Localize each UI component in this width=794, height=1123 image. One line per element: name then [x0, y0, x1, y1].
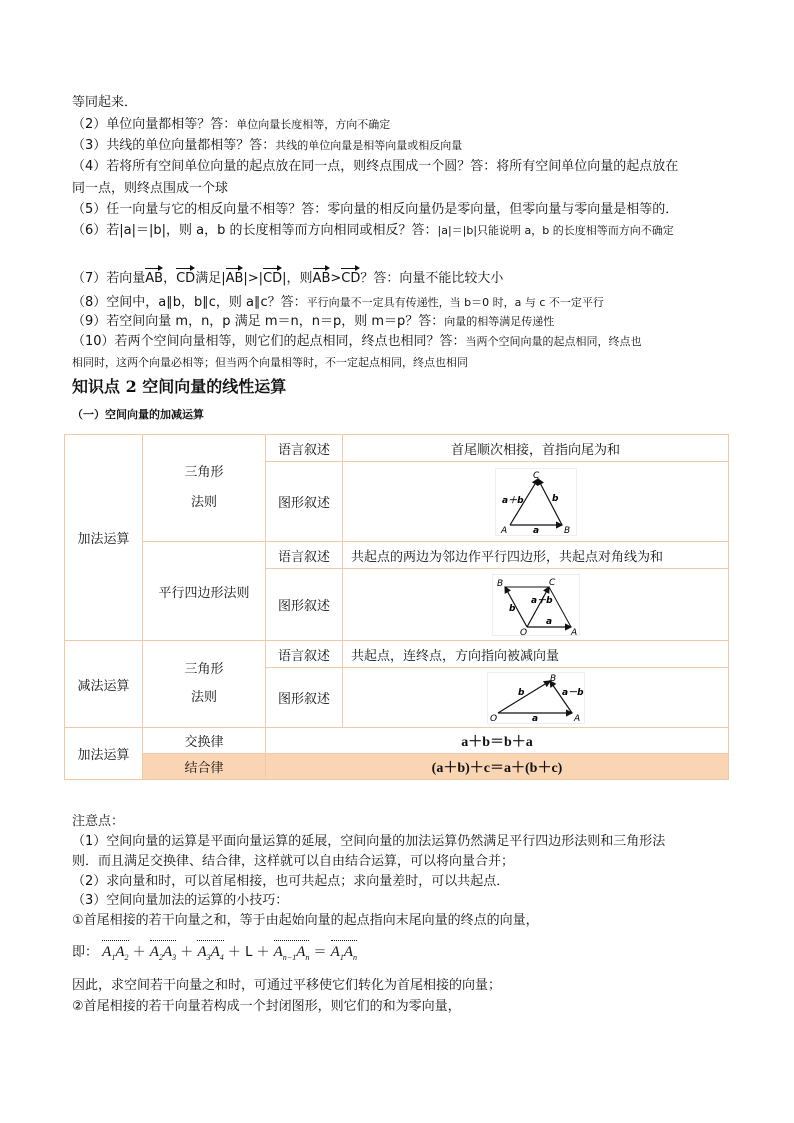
addition-law-cell: 加法运算 [65, 728, 143, 780]
text-line: （5）任一向量与它的相反向量不相等？答：零向量的相反向量仍是零向量，但零向量与零向量是相等的． [72, 202, 679, 217]
q7-text: |，则 [282, 271, 313, 286]
answer: 单位向量长度相等，方向不确定 [236, 118, 391, 131]
q7-gt: > [330, 271, 342, 286]
label-o: O [489, 713, 497, 724]
label-o: O [519, 627, 527, 636]
note-4: ①首尾相接的若干向量之和，等于由起始向量的起点指向末尾向量的终点的向量， [72, 913, 539, 928]
label-vec-sum: a＋b [501, 495, 524, 506]
label-a: A [573, 713, 580, 724]
label-vec-a: a [531, 713, 538, 724]
vec-an1an: $A_{n-1}A_n$ [273, 944, 310, 962]
plus: ＋ [180, 945, 194, 960]
label-b: B [549, 673, 556, 684]
text-line [72, 313, 554, 331]
label-vec-diff: a－b [561, 687, 584, 698]
text-line: 同一点，则终点围成一个球 [72, 181, 229, 196]
lang-desc-label: 语言叙述 [266, 641, 343, 668]
label-vec-b: b [551, 493, 558, 504]
section-heading: 知识点 2 空间向量的线性运算 [72, 377, 287, 396]
label-c: C [548, 577, 555, 588]
parallelogram-rule-text: 共起点的两边为邻边作平行四边形，共起点对角线为和 [343, 542, 729, 569]
question: （8）空间中，a∥b，b∥c，则 a∥c？答： [72, 295, 307, 310]
label-vec-a: a [545, 616, 552, 627]
vec-a3a4: $A_3A_4$ [197, 944, 224, 962]
note-1a: （1）空间向量的运算是平面向量运算的延展，空间向量的加法运算仍然满足平行四边形法则和三角形法 [72, 834, 666, 849]
rule-suffix: 法则 [190, 495, 217, 510]
commutative-cell: 交换律 [143, 728, 266, 754]
subtraction-figure [487, 672, 585, 724]
label-vec-sum: a＋b [530, 595, 553, 606]
formula-prefix: 即： [72, 945, 99, 960]
notes-title: 注意点： [72, 814, 125, 829]
note-6: ②首尾相接的若干向量若构成一个封闭图形，则它们的和为零向量， [72, 999, 461, 1014]
vector-sum-formula [72, 941, 357, 962]
note-5: 因此，求空间若干向量之和时，可通过平移使它们转化为首尾相接的向量； [72, 978, 502, 993]
vec-a1a2: $A_1A_2$ [102, 944, 129, 962]
label-c: C [532, 470, 539, 481]
text-line [72, 137, 462, 155]
note-2: （2）求向量和时，可以首尾相接，也可共起点；求向量差时，可以共起点． [72, 874, 510, 889]
parallelogram-figure-cell [343, 569, 729, 641]
plus: ＋ [132, 945, 146, 960]
q7-text: |>| [243, 271, 264, 286]
triangle-figure-cell [343, 462, 729, 542]
triangle-addition-figure [495, 468, 577, 536]
question: （3）共线的单位向量都相等？答： [72, 138, 276, 153]
rule-name: 三角形 [184, 662, 224, 677]
addition-cell: 加法运算 [65, 435, 143, 641]
subtraction-figure-cell [343, 668, 729, 728]
q7-answer: ？答：向量不能比较大小 [360, 271, 504, 286]
sub-triangle-rule-cell [143, 641, 266, 728]
text-line: （4）若将所有空间单位向量的起点放在同一点，则终点围成一个圆？答：将所有空间单位向量的起点放在 [72, 159, 679, 174]
subtraction-rule-text: 共起点，连终点，方向指向被减向量 [343, 641, 729, 668]
label-b: B [496, 578, 503, 589]
label-vec-b: b [508, 603, 515, 614]
parallelogram-addition-figure [492, 574, 580, 636]
equals: ＝ [313, 945, 327, 960]
text-line [72, 333, 642, 351]
triangle-rule-text: 首尾顺次相接，首指向尾为和 [343, 435, 729, 462]
label-b: B [563, 525, 570, 536]
rule-name: 三角形 [184, 465, 224, 480]
text-line [72, 116, 390, 134]
text-line: 等同起来． [72, 95, 138, 110]
q7-comma: ， [163, 271, 177, 286]
answer: 共线的单位向量是相等向量或相反向量 [275, 139, 463, 152]
vector-ab: AB [312, 271, 331, 286]
note-1b: 则．而且满足交换律、结合律，这样就可以自由结合运算，可以将向量合并； [72, 854, 515, 869]
vector-cd: CD [263, 271, 283, 286]
vector-ab: AB [145, 271, 164, 286]
vec-a1an: $A_1A_n$ [330, 944, 358, 962]
answer: 向量的相等满足传递性 [444, 315, 555, 328]
rule-suffix: 法则 [190, 690, 217, 705]
answer: 当两个空间向量的起点相同，终点也 [465, 335, 642, 348]
question: （6）若|a|＝|b|，则 a，b 的长度相等而方向相同或相反？答： [72, 223, 438, 238]
q7-text: （7）若向量 [72, 271, 146, 286]
question: （9）若空间向量 m，n，p 满足 m＝n，n＝p，则 m＝p？答： [72, 314, 445, 329]
question: （10）若两个空间向量相等，则它们的起点相同，终点也相同？答： [72, 334, 466, 349]
text-line: 相同时，这两个向量必相等；但当两个向量相等时，不一定起点相同，终点也相同 [72, 356, 468, 369]
label-vec-b: b [517, 687, 524, 698]
label-a: A [570, 627, 577, 636]
vector-operations-table [64, 434, 729, 780]
vector-ab: AB [225, 271, 244, 286]
commutative-formula: a＋b＝b＋a [266, 728, 729, 754]
associative-cell: 结合律 [143, 754, 266, 780]
lang-desc-label: 语言叙述 [266, 542, 343, 569]
plus: ＋ [227, 945, 241, 960]
vector-cd: CD [341, 271, 361, 286]
vector-cd: CD [176, 271, 196, 286]
associative-formula: (a＋b)＋c＝a＋(b＋c) [266, 754, 729, 780]
plus: ＋ [256, 945, 270, 960]
fig-desc-label: 图形叙述 [266, 462, 343, 542]
q7-text: 满足| [195, 271, 226, 286]
text-line [72, 222, 674, 240]
subtraction-cell: 减法运算 [65, 641, 143, 728]
question: （2）单位向量都相等？答： [72, 117, 237, 132]
note-3: （3）空间向量加法的运算的小技巧： [72, 893, 289, 908]
text-line [72, 270, 503, 288]
parallelogram-rule-cell: 平行四边形法则 [143, 542, 266, 641]
label-a: A [500, 525, 507, 536]
vec-a2a3: $A_2A_3$ [149, 944, 177, 962]
subsection-heading: （一）空间向量的加减运算 [72, 408, 204, 421]
ellipsis: L [245, 945, 253, 960]
lang-desc-label: 语言叙述 [266, 435, 343, 462]
triangle-rule-cell [143, 435, 266, 542]
label-vec-a: a [532, 525, 539, 536]
fig-desc-label: 图形叙述 [266, 668, 343, 728]
answer: 平行向量不一定具有传递性，当 b＝0 时，a 与 c 不一定平行 [306, 296, 604, 309]
fig-desc-label: 图形叙述 [266, 569, 343, 641]
text-line [72, 294, 604, 312]
answer: |a|＝|b|只能说明 a，b 的长度相等而方向不确定 [437, 224, 674, 237]
